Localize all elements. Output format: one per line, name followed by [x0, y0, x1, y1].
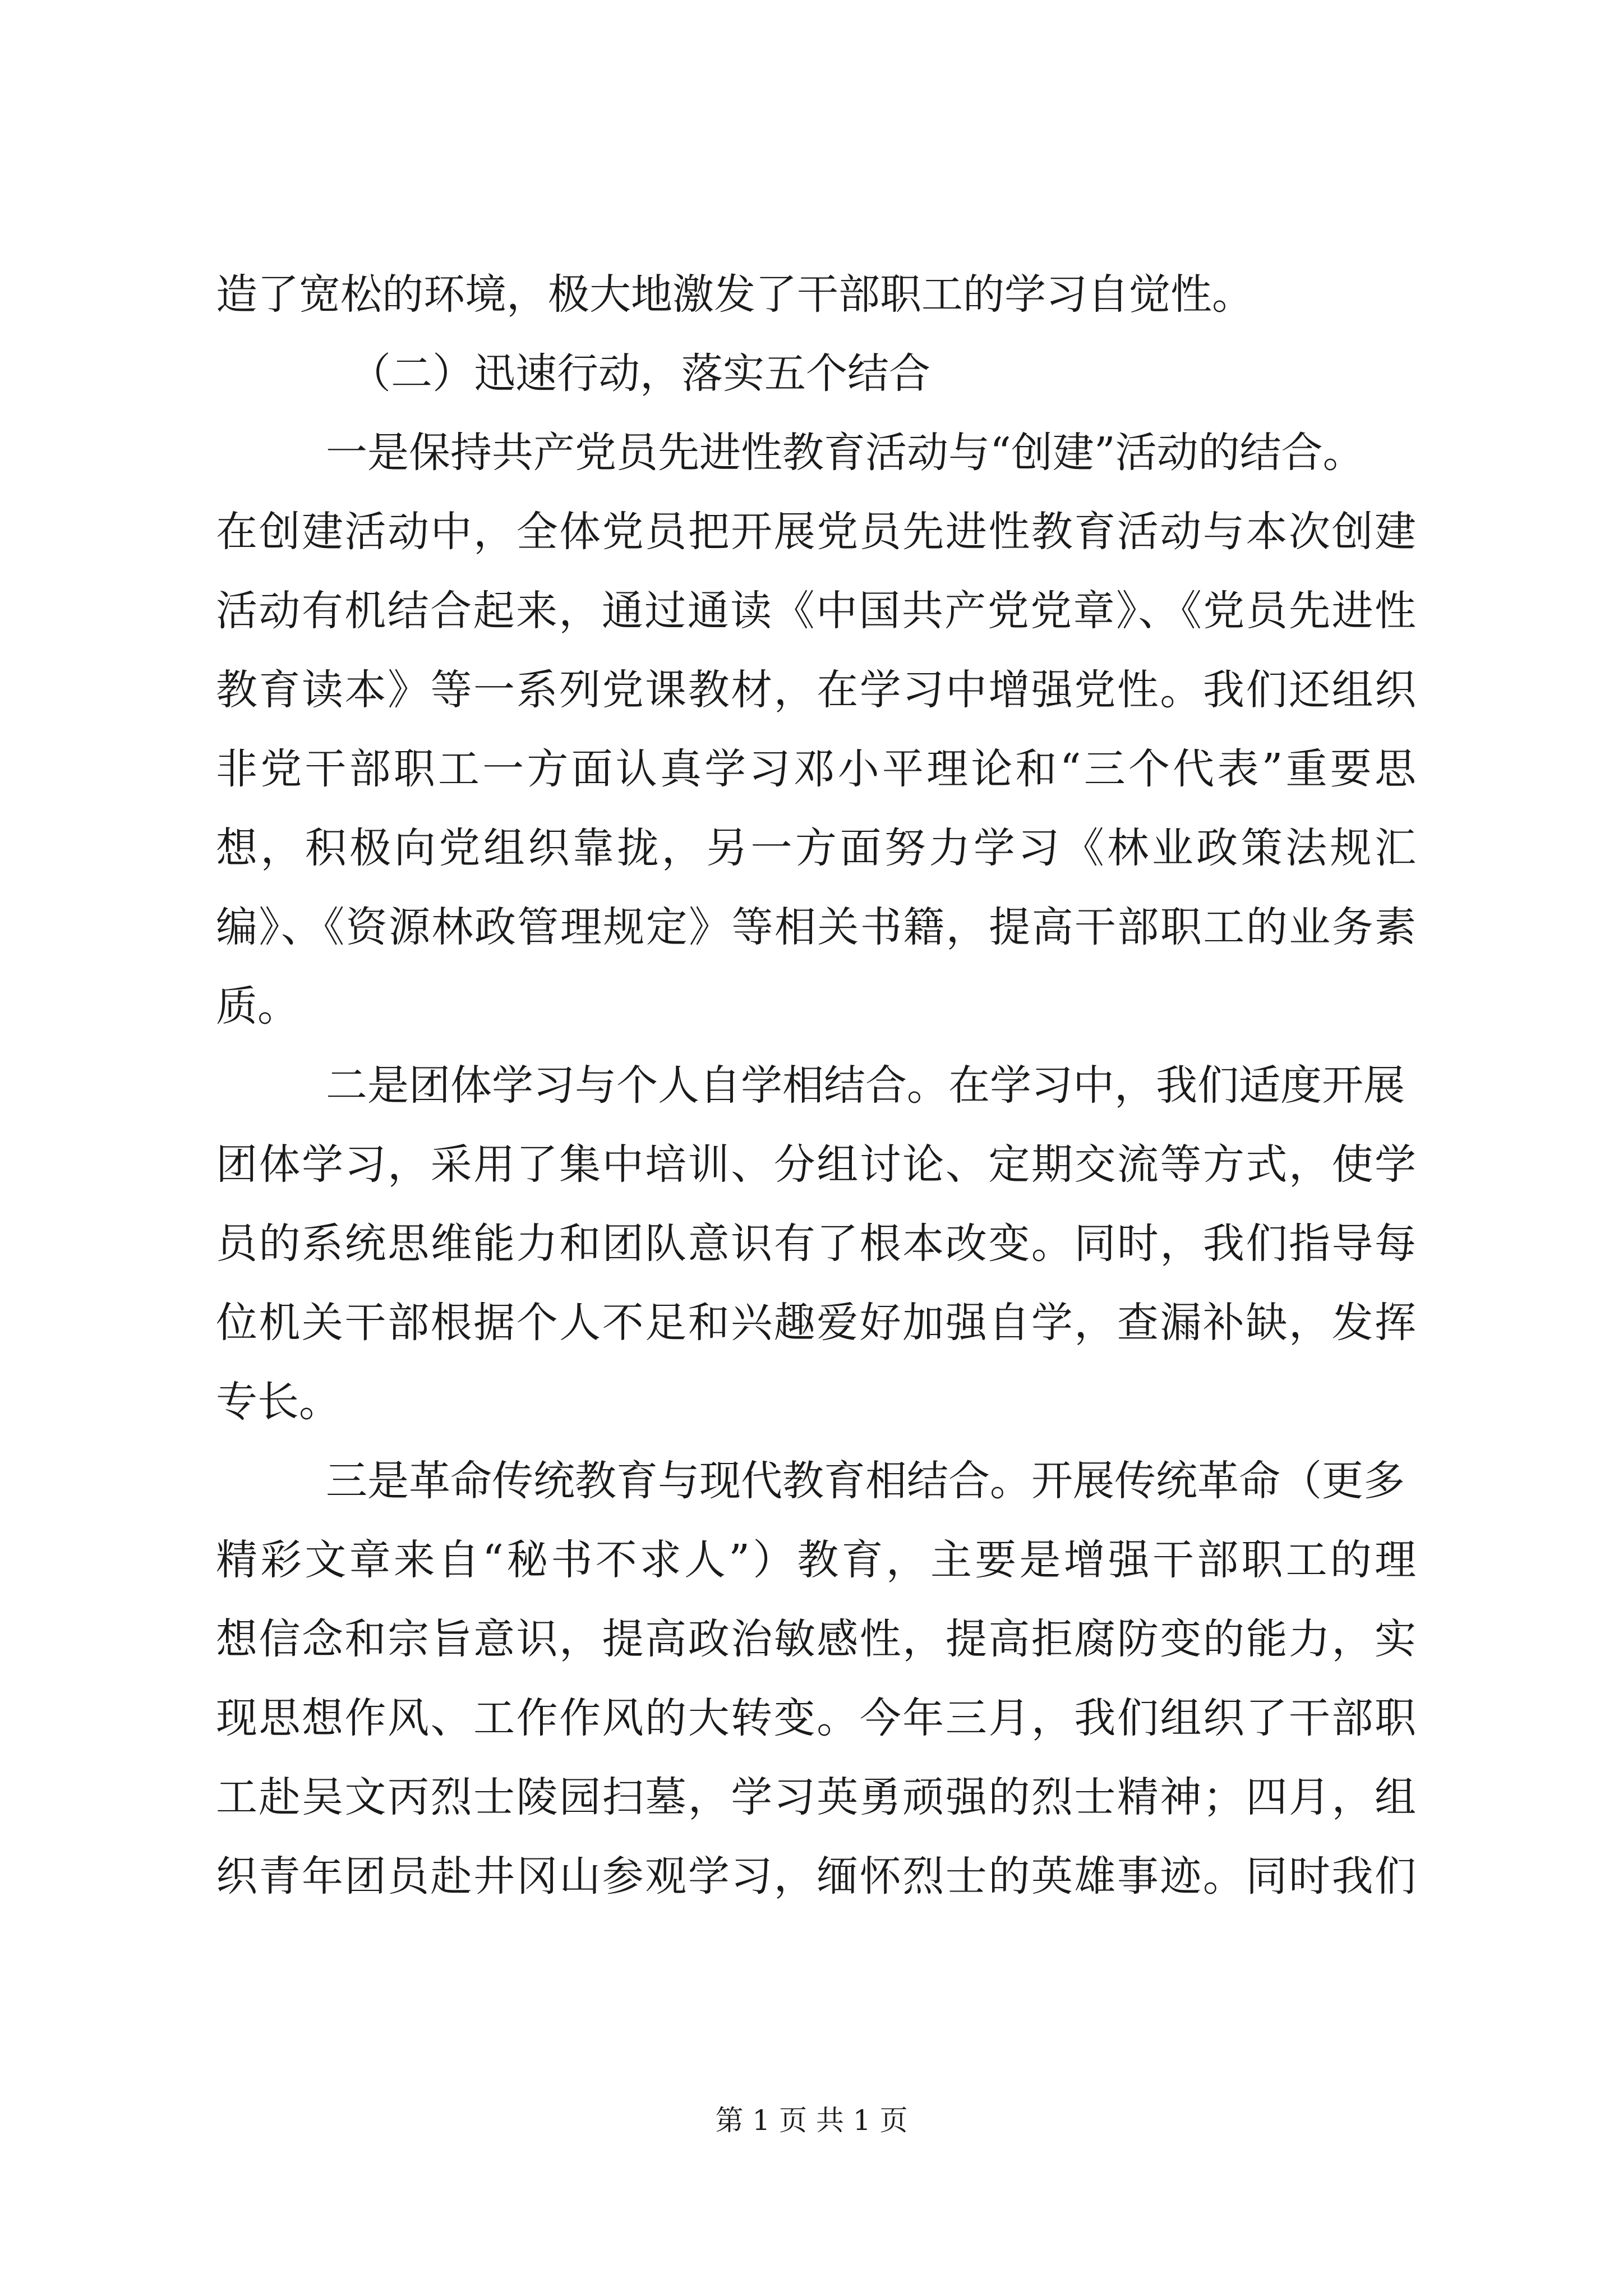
text-line: 想信念和宗旨意识，提高政治敏感性，提高拒腐防变的能力，实: [216, 1615, 1416, 1663]
body-text: [216, 255, 1416, 1916]
text-line: 团体学习，采用了集中培训、分组讨论、定期交流等方式，使学: [216, 1140, 1416, 1189]
text-line: 想，积极向党组织靠拢，另一方面努力学习《林业政策法规汇: [216, 824, 1416, 872]
page-footer: 第 1 页 共 1 页: [715, 2104, 908, 2137]
text-line: 非党干部职工一方面认真学习邓小平理论和“三个代表”重要思: [216, 745, 1416, 793]
text-line: 现思想作风、工作作风的大转变。今年三月，我们组织了干部职: [216, 1694, 1416, 1742]
text-line: 工赴吴文丙烈士陵园扫墓，学习英勇顽强的烈士精神；四月，组: [216, 1773, 1416, 1821]
text-line: 活动有机结合起来，通过通读《中国共产党党章》、《党员先进性: [216, 587, 1416, 635]
text-line: 织青年团员赴井冈山参观学习，缅怀烈士的英雄事迹。同时我们: [216, 1852, 1416, 1901]
text-line: 编》、《资源林政管理规定》等相关书籍，提高干部职工的业务素: [216, 903, 1416, 951]
text-line: 位机关干部根据个人不足和兴趣爱好加强自学，查漏补缺，发挥: [216, 1299, 1416, 1347]
text-line: 专长。: [216, 1378, 340, 1426]
text-line: 员的系统思维能力和团队意识有了根本改变。同时，我们指导每: [216, 1220, 1416, 1268]
paragraph-start-line: 一是保持共产党员先进性教育活动与“创建”活动的结合。: [326, 429, 1364, 477]
text-line: 在创建活动中，全体党员把开展党员先进性教育活动与本次创建: [216, 508, 1416, 556]
text-line: 教育读本》等一系列党课教材，在学习中增强党性。我们还组织: [216, 666, 1416, 714]
paragraph-start-line: 二是团体学习与个人自学相结合。在学习中，我们适度开展: [326, 1061, 1405, 1110]
text-line: 精彩文章来自“秘书不求人”）教育，主要是增强干部职工的理: [216, 1536, 1416, 1584]
section-heading: （二）迅速行动，落实五个结合: [349, 349, 930, 398]
text-line: 造了宽松的环境，极大地激发了干部职工的学习自觉性。: [216, 270, 1253, 319]
text-line: 质。: [216, 982, 299, 1030]
paragraph-start-line: 三是革命传统教育与现代教育相结合。开展传统革命（更多: [326, 1457, 1405, 1505]
